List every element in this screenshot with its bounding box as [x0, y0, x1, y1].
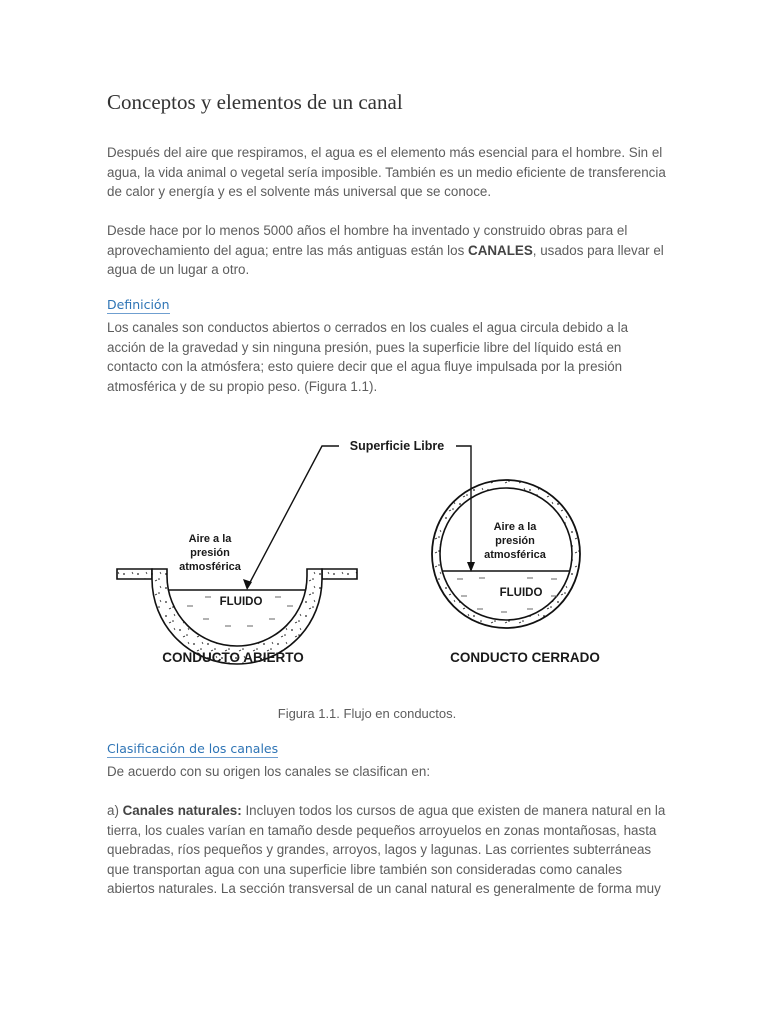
aire-label-closed-line1: Aire a la	[493, 521, 537, 533]
superficie-libre-label: Superficie Libre	[349, 439, 445, 453]
fluido-label-open: FLUIDO	[219, 596, 263, 608]
figure-flow-in-conduits	[107, 416, 627, 684]
canales-emphasis: CANALES	[468, 242, 533, 258]
conduits-diagram	[107, 416, 627, 684]
aire-label-closed-line3: atmosférica	[484, 549, 546, 561]
history-text-end: , usados para llevar el agua de un lugar a otro.	[107, 242, 664, 277]
conducto-abierto-label: CONDUCTO ABIERTO	[162, 650, 304, 665]
aire-label-open-line2: presión	[190, 547, 230, 559]
definicion-heading[interactable]: Definición	[107, 297, 170, 312]
page-title: Conceptos y elementos de un canal	[107, 90, 403, 114]
fluido-label-closed: FLUIDO	[499, 587, 543, 599]
aire-label-open-line3: atmosférica	[179, 561, 241, 573]
natural-channels-paragraph	[107, 801, 667, 899]
definition-paragraph: Los canales son conductos abiertos o cerrados en los cuales el agua circula debido a la acción de la gravedad y sin ninguna presión, pues la superficie libre del líquido está en contacto con la atmósfera; esto quiere decir que el agua fluye impulsada por la presión atmosférica y de su propio peso. (Figura 1.1).	[107, 320, 629, 394]
aire-label-open-line1: Aire a la	[188, 533, 232, 545]
figure-caption: Figura 1.1. Flujo en conductos.	[277, 706, 457, 721]
clasificacion-heading[interactable]: Clasificación de los canales	[107, 741, 279, 756]
history-paragraph	[107, 221, 667, 280]
canales-naturales-term: Canales naturales:	[122, 803, 242, 818]
intro-paragraph: Después del aire que respiramos, el agua es el elemento más esencial para el hombre. Sin el agua, la vida animal o vegetal sería imposible. También es un medio eficiente de transferencia de calor y energía y es el solvente más universal que se conoce.	[107, 145, 666, 199]
list-prefix: a)	[107, 803, 123, 818]
classification-intro: De acuerdo con su origen los canales se clasifican en:	[107, 764, 431, 779]
conducto-cerrado-label: CONDUCTO CERRADO	[450, 650, 600, 665]
natural-channels-text: Incluyen todos los cursos de agua que existen de manera natural en la tierra, los cuales varían en tamaño desde pequeños arroyuelos en zonas montañosas, hasta quebradas, ríos pequeños y grandes, arroyos, lagos y lagunas. Las corrientes subterráneas que transportan agua con una superficie libre también son consideradas como canales abiertos naturales. La sección transversal de un canal natural es generalmente de forma muy	[107, 803, 666, 896]
aire-label-closed-line2: presión	[495, 535, 535, 547]
history-text-start: Desde hace por lo menos 5000 años el hombre ha inventado y construido obras para el aprovechamiento del agua; entre las más antiguas están los	[107, 223, 628, 258]
